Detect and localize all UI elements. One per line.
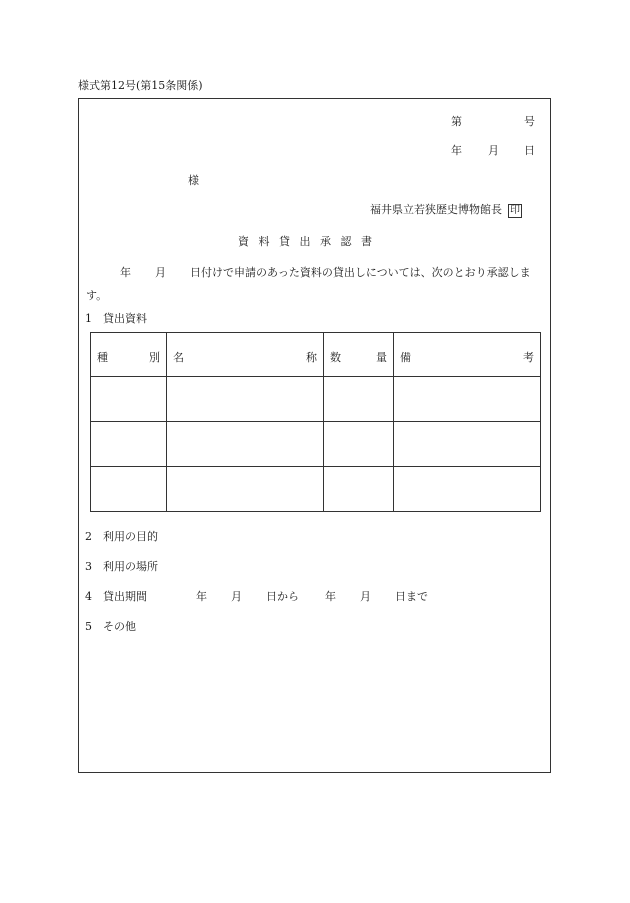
doc-number-prefix: 第 bbox=[451, 115, 462, 128]
body-year: 年 bbox=[120, 266, 131, 279]
doc-number-suffix: 号 bbox=[524, 115, 535, 128]
period-month-from: 月 bbox=[231, 590, 242, 603]
issuer-line bbox=[370, 204, 522, 218]
period-month-to: 月 bbox=[360, 590, 371, 603]
seal-mark: 印 bbox=[510, 205, 520, 216]
header-name bbox=[167, 333, 324, 377]
table-cell[interactable] bbox=[324, 467, 394, 512]
table-cell[interactable] bbox=[394, 467, 541, 512]
table-cell[interactable] bbox=[167, 467, 324, 512]
table-cell[interactable] bbox=[91, 377, 167, 422]
table-header-row bbox=[91, 333, 541, 377]
header-category-left: 種 bbox=[97, 351, 108, 364]
date-month-label: 月 bbox=[488, 144, 499, 157]
table-row bbox=[91, 422, 541, 467]
header-quantity bbox=[324, 333, 394, 377]
header-remarks-right: 考 bbox=[523, 351, 534, 364]
form-label: 様式第12号(第15条関係) bbox=[78, 79, 203, 92]
period-year-to: 年 bbox=[325, 590, 336, 603]
section-other: 5 その他 bbox=[85, 620, 136, 633]
header-name-left: 名 bbox=[173, 351, 184, 364]
body-month: 月 bbox=[155, 266, 166, 279]
table-cell[interactable] bbox=[324, 377, 394, 422]
section-location: 3 利用の場所 bbox=[85, 560, 158, 573]
issuer-name: 福井県立若狭歴史博物館長 bbox=[370, 203, 502, 216]
table-cell[interactable] bbox=[167, 377, 324, 422]
header-category bbox=[91, 333, 167, 377]
date-day-label: 日 bbox=[524, 144, 535, 157]
header-remarks-left: 備 bbox=[400, 351, 411, 364]
table-cell[interactable] bbox=[91, 422, 167, 467]
addressee-honorific: 様 bbox=[188, 174, 199, 187]
table-cell[interactable] bbox=[394, 377, 541, 422]
header-name-right: 称 bbox=[306, 351, 317, 364]
period-year-from: 年 bbox=[196, 590, 207, 603]
body-text-line2: す。 bbox=[86, 289, 108, 302]
header-quantity-right: 量 bbox=[376, 351, 387, 364]
table-cell[interactable] bbox=[394, 422, 541, 467]
table-cell[interactable] bbox=[324, 422, 394, 467]
date-year-label: 年 bbox=[451, 144, 462, 157]
section-purpose: 2 利用の目的 bbox=[85, 530, 158, 543]
body-text-line1: 日付けで申請のあった資料の貸出しについては、次のとおり承認しま bbox=[190, 266, 531, 279]
document-title: 資 料 貸 出 承 認 書 bbox=[238, 235, 372, 248]
header-remarks bbox=[394, 333, 541, 377]
header-quantity-left: 数 bbox=[330, 351, 341, 364]
period-day-from: 日から bbox=[266, 590, 299, 603]
loan-items-table bbox=[90, 332, 541, 512]
table-cell[interactable] bbox=[91, 467, 167, 512]
table-row bbox=[91, 377, 541, 422]
period-day-to: 日まで bbox=[395, 590, 428, 603]
header-category-right: 別 bbox=[149, 351, 160, 364]
section-loan-period: 4 貸出期間 bbox=[85, 590, 147, 603]
section-loan-items: 1 貸出資料 bbox=[85, 312, 147, 325]
table-row bbox=[91, 467, 541, 512]
table-cell[interactable] bbox=[167, 422, 324, 467]
